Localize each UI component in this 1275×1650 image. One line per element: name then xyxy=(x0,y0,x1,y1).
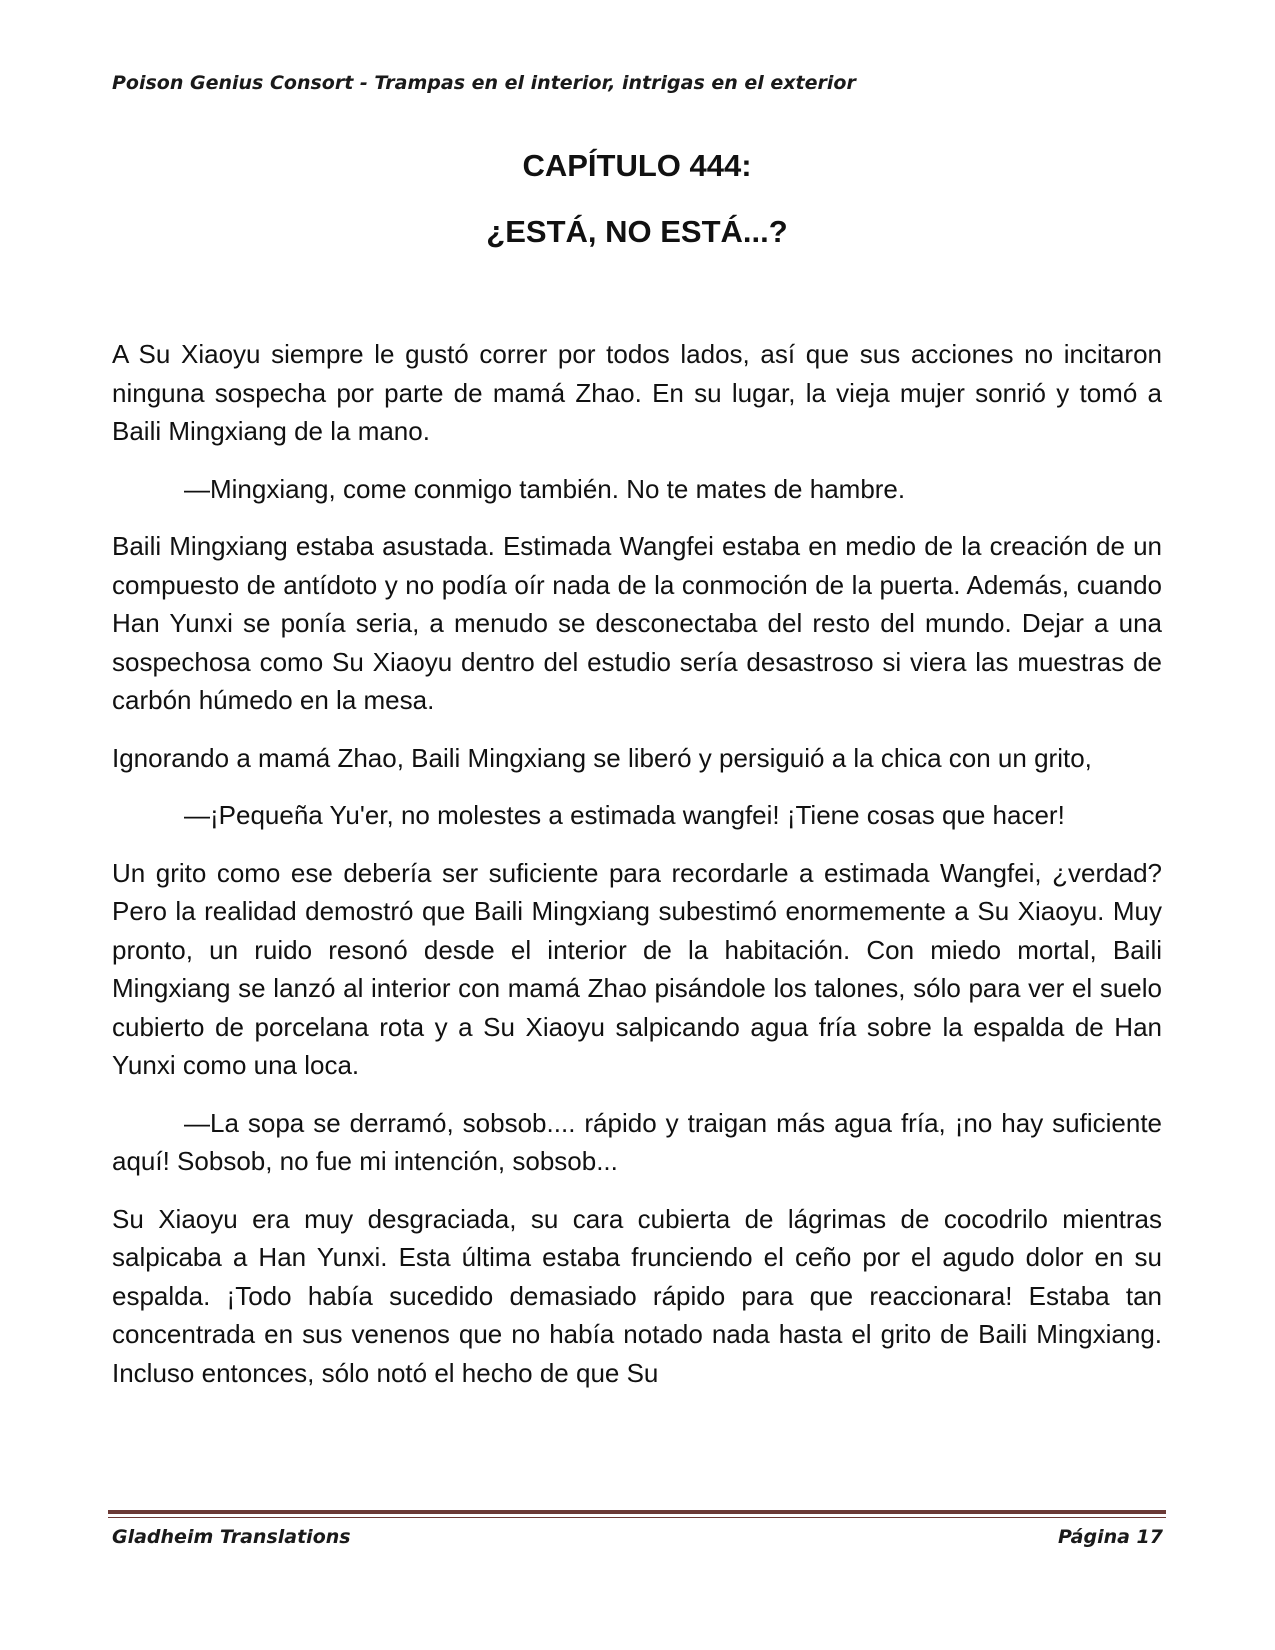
paragraph: Baili Mingxiang estaba asustada. Estimada Wangfei estaba en medio de la creación de un compuesto de antídoto y no podía oír nada de la conmoción de la puerta. Además, cuando Han Yunxi se ponía seria, a menudo se desconectaba del resto del mundo. Dejar a una sospechosa como Su Xiaoyu dentro del estudio sería desastroso si viera las muestras de carbón húmedo en la mesa. xyxy=(112,531,1162,715)
paragraph: A Su Xiaoyu siempre le gustó correr por todos lados, así que sus acciones no incitaron ninguna sospecha por parte de mamá Zhao. En su lugar, la vieja mujer sonrió y tomó a Baili Mingxiang de la mano. xyxy=(112,339,1162,446)
paragraph: Su Xiaoyu era muy desgraciada, su cara cubierta de lágrimas de cocodrilo mientras salpicaba a Han Yunxi. Esta última estaba frunciendo el ceño por el agudo dolor en su espalda. ¡Todo había sucedido demasiado rápido para que reaccionara! Estaba tan concentrada en sus venenos que no había notado nada hasta el grito de Baili Mingxiang. Incluso entonces, sólo notó el hecho de que Su xyxy=(112,1203,1162,1388)
chapter-number: CAPÍTULO 444: xyxy=(522,148,752,183)
paragraph-dialogue: —¡Pequeña Yu'er, no molestes a estimada wangfei! ¡Tiene cosas que hacer! xyxy=(184,800,1065,830)
footer-rule-thick xyxy=(108,1510,1166,1514)
footer-publisher: Gladheim Translations xyxy=(112,1526,351,1548)
footer-rule-thin xyxy=(108,1517,1166,1518)
page-number: Página 17 xyxy=(1057,1526,1163,1548)
chapter-title: ¿ESTÁ, NO ESTÁ...? xyxy=(486,214,788,249)
paragraph-dialogue: —La sopa se derramó, sobsob.... rápido y traigan más agua fría, ¡no hay suficiente aquí! Sobsob, no fue mi intención, sobsob... xyxy=(112,1107,1162,1176)
paragraph-dialogue: —Mingxiang, come conmigo también. No te mates de hambre. xyxy=(184,473,906,504)
paragraph: Ignorando a mamá Zhao, Baili Mingxiang se liberó y persiguió a la chica con un grito, xyxy=(112,742,1092,773)
paragraph: Un grito como ese debería ser suficiente para recordarle a estimada Wangfei, ¿verdad? Pero la realidad demostró que Baili Mingxiang subestimó enormemente a Su Xiaoyu. Muy pronto, un ruido resonó desde el interior de la habitación. Con miedo mortal, Baili Mingxiang se lanzó al interior con mamá Zhao pisándole los talones, sólo para ver el suelo cubierto de porcelana rota y a Su Xiaoyu salpicando agua fría sobre la espalda de Han Yunxi como una loca. xyxy=(112,857,1162,1080)
body-text xyxy=(112,335,1162,1411)
running-header: Poison Genius Consort - Trampas en el interior, intrigas en el exterior xyxy=(112,72,856,94)
